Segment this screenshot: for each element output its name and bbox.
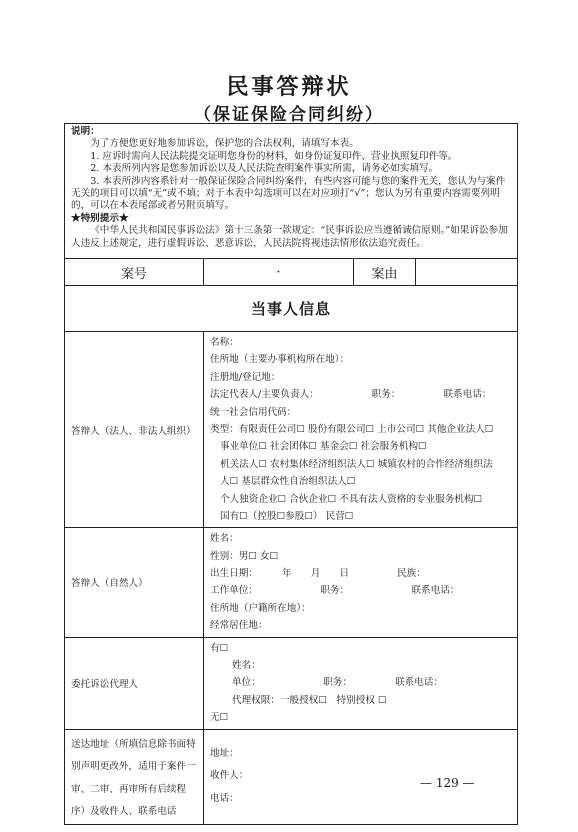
org-type-options[interactable]: 机关法人☐ 农村集体经济组织法人☐ 城镇农村的合作经济组织法 (220, 458, 493, 470)
agent-unit-field[interactable]: 单位： 职务： 联系电话： (232, 677, 444, 689)
org-defendant-label: 答辩人（法人、非法人组织） (65, 332, 204, 528)
agent-fields[interactable] (204, 637, 518, 729)
case-number-label: 案号 (65, 259, 204, 286)
document-title: 民事答辩状 (226, 74, 352, 100)
person-birthdate-field[interactable]: 出生日期： 年 月 日 民族： (210, 568, 426, 580)
instruction-line: 3. 本表所涉内容系针对一般保证保险合同纠纷案件，有些内容可能与您的案件无关，您认为与案件无关的项目可以填“无”或不填；对于本表中勾选项可以在对应项打“√”；您认为另有重要内容需要列明的，可以在本表尾部或者另附页填写。 (71, 175, 506, 212)
person-defendant-label: 答辩人（自然人） (65, 528, 204, 637)
page-number: — 129 — (420, 776, 475, 790)
special-notice-text: 《中华人民共和国民事诉讼法》第十三条第一款规定：“民事诉讼应当遵循诚信原则。”如果诉讼参加人违反上述规定，进行虚假诉讼、恶意诉讼，人民法院将视违法情形依法追究责任。 (71, 225, 508, 249)
agent-no-checkbox[interactable]: 无☐ (210, 712, 229, 724)
section-title: 当事人信息 (65, 286, 518, 332)
cause-field[interactable] (416, 259, 518, 286)
case-number-field[interactable]: · (204, 259, 354, 286)
person-residence-field[interactable]: 经常居住地： (210, 620, 268, 632)
instructions-heading: 说明： (71, 126, 100, 137)
special-notice-heading: ★特别提示★ (71, 212, 129, 224)
agent-label: 委托诉讼代理人 (65, 637, 204, 729)
document-subtitle: （保证保险合同纠纷） (194, 105, 384, 125)
org-type-options[interactable]: 个人独资企业☐ 合伙企业☐ 不具有法人资格的专业服务机构☐ (220, 493, 483, 505)
person-defendant-fields[interactable] (204, 528, 518, 637)
case-row (65, 259, 518, 286)
service-address-field[interactable]: 地址： (210, 747, 239, 759)
org-name-field[interactable]: 名称： (210, 337, 239, 348)
instruction-line: 为了方便您更好地参加诉讼，保护您的合法权利，请填写本表。 (90, 138, 359, 150)
instructions-box (64, 123, 518, 258)
person-workplace-field[interactable]: 工作单位： 职务： 联系电话： (210, 585, 460, 597)
person-domicile-field[interactable]: 住所地（户籍所在地）： (210, 602, 311, 614)
org-type-options[interactable]: 事业单位☐ 社会团体☐ 基金会☐ 社会服务机构☐ (220, 441, 427, 453)
instruction-line: 1. 应诉时需向人民法院提交证明您身份的材料，如身份证复印件、营业执照复印件等。 (90, 150, 458, 162)
org-defendant-fields[interactable] (204, 332, 518, 528)
org-ownership-options[interactable]: 国有☐（控股☐参股☐） 民营☐ (220, 510, 354, 522)
instruction-line: 2. 本表所列内容是您参加诉讼以及人民法院查明案件事实所需，请务必如实填写。 (90, 163, 439, 175)
org-registration-field[interactable]: 注册地/登记地： (210, 371, 281, 383)
form-table (64, 258, 518, 825)
org-type-options[interactable]: 类型：有限责任公司☐ 股份有限公司☐ 上市公司☐ 其他企业法人☐ (210, 423, 494, 435)
agent-name-field[interactable]: 姓名： (232, 660, 261, 672)
org-representative-field[interactable]: 法定代表人/主要负责人： 职务： 联系电话： (210, 389, 492, 401)
person-name-field[interactable]: 姓名： (210, 533, 239, 545)
person-defendant-row (65, 528, 518, 637)
service-recipient-field[interactable]: 收件人： (210, 770, 249, 782)
cause-label: 案由 (354, 259, 416, 286)
agent-yes-checkbox[interactable]: 有☐ (210, 642, 229, 654)
service-address-label: 送达地址（所填信息除书面特别声明更改外，适用于案件一审、二审、再审所有后续程序）及收件人、联系电话 (65, 729, 204, 824)
org-defendant-row (65, 332, 518, 528)
org-domicile-field[interactable]: 住所地（主要办事机构所在地）： (210, 354, 350, 366)
agent-row (65, 637, 518, 729)
agent-authority-options[interactable]: 代理权限：一般授权☐ 特别授权 ☐ (232, 694, 387, 706)
person-gender-options[interactable]: 性别：男☐ 女☐ (210, 550, 279, 562)
org-credit-code-field[interactable]: 统一社会信用代码： (210, 406, 297, 418)
org-type-options[interactable]: 人☐ 基层群众性自治组织法人☐ (220, 476, 356, 488)
service-phone-field[interactable]: 电话： (210, 792, 239, 804)
section-header-row (65, 286, 518, 332)
